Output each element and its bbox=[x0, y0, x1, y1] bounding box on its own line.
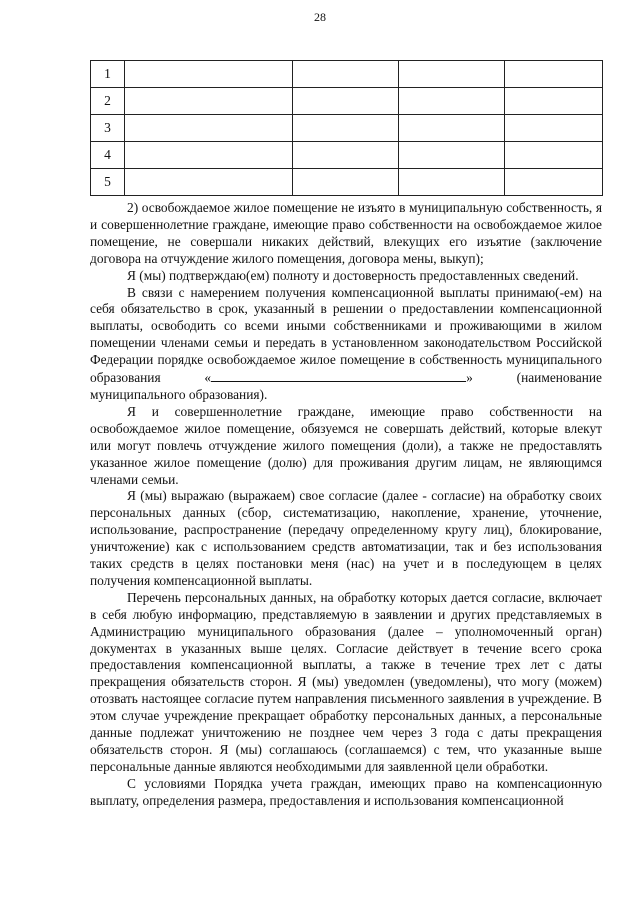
table-row bbox=[91, 169, 603, 196]
row-number-cell: 3 bbox=[91, 115, 125, 142]
page-number: 28 bbox=[314, 10, 326, 24]
obligation-tail: » (наименование муниципального образования). bbox=[90, 370, 602, 402]
data-table bbox=[90, 60, 603, 196]
table-cell bbox=[399, 169, 505, 196]
row-number-cell: 2 bbox=[91, 88, 125, 115]
paragraph-procedure-terms: С условиями Порядка учета граждан, имеющих право на компенсационную выплату, определения размера, предоставления и использования компенсационной bbox=[90, 775, 602, 808]
table-cell bbox=[293, 115, 399, 142]
paragraph-not-seized: 2) освобождаемое жилое помещение не изъято в муниципальную собственность, я и совершеннолетние граждане, имеющие право собственности на освобождаемое жилое помещение, не совершали никаких действий, влекущих его изъятие (заключение договора на отчуждение жилого помещения, договора мены, выкуп); bbox=[90, 200, 602, 266]
table-cell bbox=[399, 142, 505, 169]
table-cell bbox=[293, 142, 399, 169]
paragraph-confirmation: Я (мы) подтверждаю(ем) полноту и достоверность предоставленных сведений. bbox=[127, 267, 579, 283]
paragraph-obligation bbox=[90, 285, 602, 404]
row-number-cell: 5 bbox=[91, 169, 125, 196]
paragraph-personal-data-list: Перечень персональных данных, на обработку которых дается согласие, включает в себя любую информацию, представляемую в заявлении и других представляемых в Администрацию муниципального образования (далее – уполномоченный орган) документах в указанных выше целях. Согласие действует в течение всего срока предоставления компенсационной выплаты, а также в течение трех лет с даты прекращения обязательств сторон. Я (мы) уведомлен (уведомлены), что могу (можем) отозвать настоящее согласие путем направления письменного заявления в учреждение. В этом случае учреждение прекращает обработку персональных данных, а персональные данные подлежат уничтожению не позднее чем через 3 года с даты прекращения обязательств сторон. Я (мы) соглашаюсь (соглашаемся) с тем, что указанные выше персональные данные являются необходимыми для заявленной цели обработки. bbox=[90, 589, 602, 774]
table-cell bbox=[505, 115, 603, 142]
table-cell bbox=[399, 61, 505, 88]
table-cell bbox=[399, 88, 505, 115]
paragraph-consent: Я (мы) выражаю (выражаем) свое согласие (далее - согласие) на обработку своих персональных данных (сбор, систематизацию, накопление, хранение, уточнение, использование, распространение (передачу определенному кругу лиц), блокирование, уничтожение) как с использованием средств автоматизации, так и без использования таких средств в целях постановки меня (нас) на учет и в последующем в целях получения компенсационной выплаты. bbox=[90, 488, 602, 588]
table-cell bbox=[125, 115, 293, 142]
table-cell bbox=[125, 142, 293, 169]
table-cell bbox=[505, 142, 603, 169]
row-number-cell: 4 bbox=[91, 142, 125, 169]
document-body bbox=[90, 200, 602, 810]
table-cell bbox=[505, 61, 603, 88]
municipality-name-blank bbox=[211, 369, 466, 382]
paragraph-no-alienation: Я и совершеннолетние граждане, имеющие право собственности на освобождаемое жилое помещение, обязуемся не совершать действий, которые влекут или могут повлечь отчуждение жилого помещения (доли), а также не предоставлять указанное жилое помещение (долю) для проживания другим лицам, не являющимся членами семьи. bbox=[90, 403, 602, 487]
table-row bbox=[91, 142, 603, 169]
table-cell bbox=[293, 61, 399, 88]
table-row bbox=[91, 61, 603, 88]
table-cell bbox=[293, 169, 399, 196]
table-row bbox=[91, 88, 603, 115]
table-cell bbox=[505, 88, 603, 115]
table-row bbox=[91, 115, 603, 142]
obligation-text: В связи с намерением получения компенсационной выплаты принимаю(-ем) на себя обязательство в срок, указанный в решении о предоставлении компенсационной выплаты, освободить со всеми иными собственниками и проживающими в жилом помещении членами семьи и передать в установленном законодательством Российской Федерации порядке освобождаемое жилое помещение в собственность муниципального образования « bbox=[90, 284, 602, 386]
table-cell bbox=[293, 88, 399, 115]
table-cell bbox=[125, 61, 293, 88]
table-cell bbox=[399, 115, 505, 142]
row-number-cell: 1 bbox=[91, 61, 125, 88]
table-cell bbox=[125, 88, 293, 115]
table-cell bbox=[505, 169, 603, 196]
table-cell bbox=[125, 169, 293, 196]
